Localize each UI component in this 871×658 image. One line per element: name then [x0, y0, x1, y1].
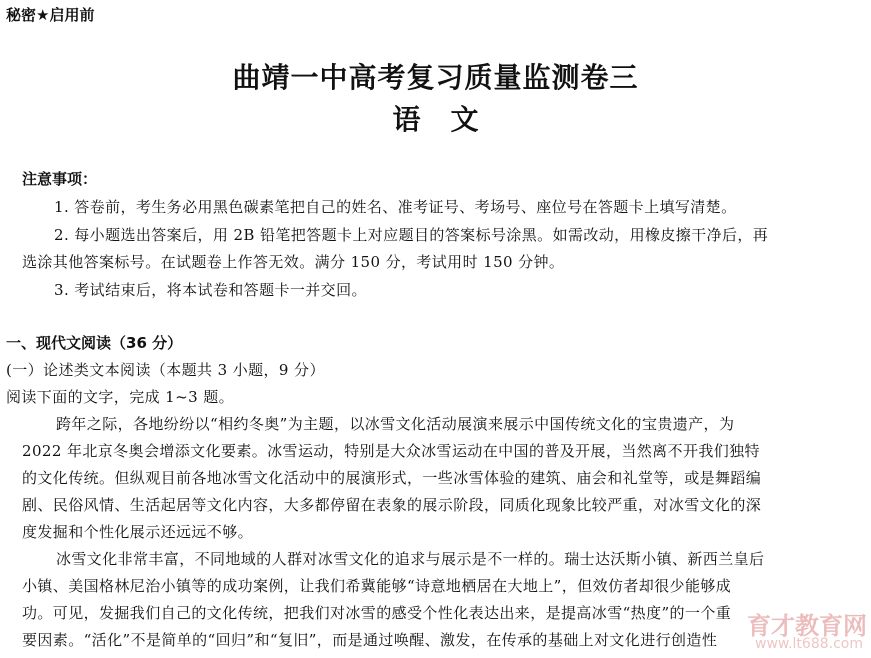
- notice-line: 选涂其他答案标号。在试题卷上作答无效。满分 150 分，考试用时 150 分钟。: [22, 253, 565, 271]
- passage-line: 功。可见，发掘我们自己的文化传统，把我们对冰雪的感受个性化表达出来，是提高冰雪“热度”的一个重: [22, 604, 732, 622]
- notice-heading: 注意事项：: [22, 170, 98, 188]
- reading-instruction: 阅读下面的文字，完成 1~3 题。: [6, 388, 234, 406]
- notice-line: 2. 每小题选出答案后，用 2B 铅笔把答题卡上对应题目的答案标号涂黑。如需改动，用橡皮擦干净后，再: [54, 226, 769, 244]
- passage-line: 的文化传统。但纵观目前各地冰雪文化活动中的展演形式，一些冰雪体验的建筑、庙会和礼堂等，或是舞蹈编: [22, 469, 762, 487]
- notice-line: 3. 考试结束后，将本试卷和答题卡一并交回。: [54, 281, 367, 299]
- passage-line: 度发掘和个性化展示还远远不够。: [22, 523, 254, 541]
- subsection-heading: (一）论述类文本阅读（本题共 3 小题，9 分）: [6, 361, 325, 379]
- confidential-label: 秘密★启用前: [6, 6, 95, 24]
- watermark-logo: 育才教育网: [747, 612, 867, 640]
- passage-line: 冰雪文化非常丰富，不同地域的人群对冰雪文化的追求与展示是不一样的。瑞士达沃斯小镇、新西兰皇后: [56, 550, 765, 568]
- passage-line: 跨年之际，各地纷纷以“相约冬奥”为主题，以冰雪文化活动展演来展示中国传统文化的宝贵遗产，为: [56, 415, 735, 433]
- section-heading: 一、现代文阅读（36 分）: [6, 334, 183, 352]
- passage-line: 剧、民俗风情、生活起居等文化内容，大多都停留在表象的展示阶段，同质化现象比较严重，对冰雪文化的深: [22, 496, 762, 514]
- exam-title: 曲靖一中高考复习质量监测卷三: [232, 61, 639, 94]
- passage-line: 2022 年北京冬奥会增添文化要素。冰雪运动，特别是大众冰雪运动在中国的普及开展，当然离不开我们独特: [22, 442, 760, 460]
- passage-line: 小镇、美国格林尼治小镇等的成功案例，让我们希冀能够“诗意地栖居在大地上”，但效仿者却很少能够成: [22, 577, 732, 595]
- notice-line: 1. 答卷前，考生务必用黑色碳素笔把自己的姓名、准考证号、考场号、座位号在答题卡上填写清楚。: [54, 198, 737, 216]
- subject-title: 语文: [392, 103, 509, 136]
- watermark-url: www.lt688.com: [755, 636, 863, 652]
- passage-line: 要因素。“活化”不是简单的“回归”和“复旧”，而是通过唤醒、激发，在传承的基础上对文化进行创造性: [22, 631, 718, 649]
